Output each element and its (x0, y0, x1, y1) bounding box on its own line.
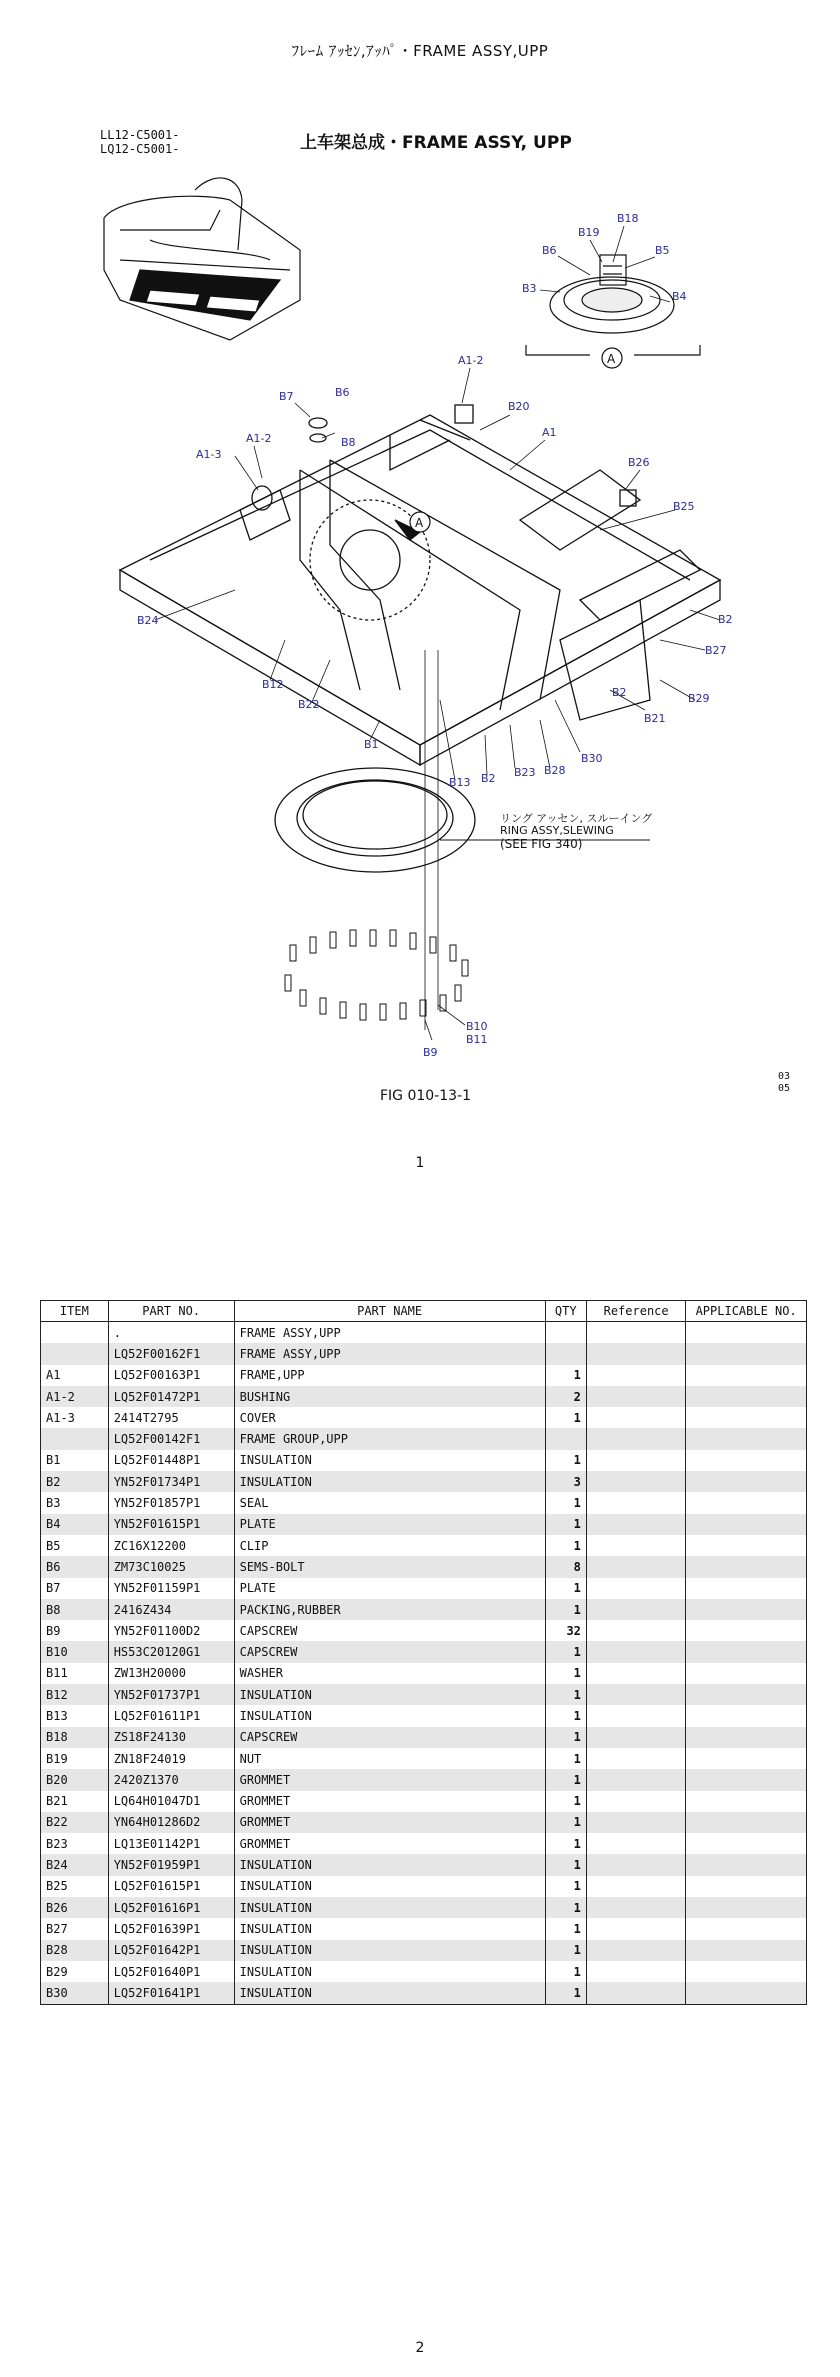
callout-b23: B23 (514, 766, 536, 779)
cell-part-no: LQ52F01640P1 (108, 1961, 234, 1982)
cell-part-no: LQ52F00163P1 (108, 1365, 234, 1386)
cell-qty (545, 1428, 586, 1449)
cell-applicable (686, 1663, 807, 1684)
cell-qty: 1 (545, 1514, 586, 1535)
callout-b13: B13 (449, 776, 471, 789)
table-row (41, 1812, 807, 1833)
cell-reference (586, 1535, 685, 1556)
cell-item: B26 (41, 1897, 109, 1918)
table-row (41, 1769, 807, 1790)
cell-part-name: INSULATION (234, 1705, 545, 1726)
cell-part-name: BUSHING (234, 1386, 545, 1407)
table-row (41, 1471, 807, 1492)
cell-qty: 1 (545, 1854, 586, 1875)
callout-b26: B26 (628, 456, 650, 469)
cell-part-no: 2414T2795 (108, 1407, 234, 1428)
ring-note-jp: リング アッセン, スルーイング (500, 812, 653, 825)
cell-qty: 2 (545, 1386, 586, 1407)
cell-part-no: LQ52F01642P1 (108, 1940, 234, 1961)
cell-reference (586, 1428, 685, 1449)
callout-b18: B18 (617, 212, 639, 225)
callout-b6: B6 (542, 244, 557, 257)
callout-b20: B20 (508, 400, 530, 413)
cell-item: B7 (41, 1578, 109, 1599)
cell-reference (586, 1769, 685, 1790)
cell-applicable (686, 1641, 807, 1662)
cell-reference (586, 1471, 685, 1492)
page-number-1: 1 (415, 1155, 425, 1171)
cell-reference (586, 1982, 685, 2004)
callout-b6-main: B6 (335, 386, 350, 399)
cell-reference (586, 1343, 685, 1364)
cell-applicable (686, 1599, 807, 1620)
cell-qty: 1 (545, 1578, 586, 1599)
table-row (41, 1407, 807, 1428)
cell-qty: 1 (545, 1876, 586, 1897)
table-row (41, 1663, 807, 1684)
cell-applicable (686, 1812, 807, 1833)
cell-applicable (686, 1982, 807, 2004)
cell-part-name: WASHER (234, 1663, 545, 1684)
cell-applicable (686, 1918, 807, 1939)
cell-item (41, 1428, 109, 1449)
table-row (41, 1535, 807, 1556)
col-part-no: PART NO. (108, 1301, 234, 1322)
cell-reference (586, 1663, 685, 1684)
cell-item: B12 (41, 1684, 109, 1705)
cell-applicable (686, 1428, 807, 1449)
cell-part-name: PLATE (234, 1514, 545, 1535)
view-letter-a: A (607, 352, 616, 366)
col-applicable: APPLICABLE NO. (686, 1301, 807, 1322)
cell-qty: 1 (545, 1833, 586, 1854)
cell-part-no: ZN18F24019 (108, 1748, 234, 1769)
cell-qty: 1 (545, 1684, 586, 1705)
cell-reference (586, 1514, 685, 1535)
cell-qty: 3 (545, 1471, 586, 1492)
table-row (41, 1940, 807, 1961)
cell-reference (586, 1876, 685, 1897)
table-row (41, 1897, 807, 1918)
cell-item (41, 1322, 109, 1344)
table-row (41, 1876, 807, 1897)
cell-reference (586, 1684, 685, 1705)
cell-applicable (686, 1514, 807, 1535)
cell-item: B18 (41, 1727, 109, 1748)
cell-part-no: LQ52F01472P1 (108, 1386, 234, 1407)
cell-part-no: LQ52F01615P1 (108, 1876, 234, 1897)
cell-applicable (686, 1791, 807, 1812)
cell-part-no: ZM73C10025 (108, 1556, 234, 1577)
cell-part-no: LQ64H01047D1 (108, 1791, 234, 1812)
callout-a1-3: A1-3 (196, 448, 222, 461)
cell-item: B30 (41, 1982, 109, 2004)
cell-item: B25 (41, 1876, 109, 1897)
cell-item: B27 (41, 1918, 109, 1939)
cell-applicable (686, 1897, 807, 1918)
cell-part-name: INSULATION (234, 1684, 545, 1705)
exploded-diagram (0, 150, 840, 1080)
table-row (41, 1854, 807, 1875)
cell-applicable (686, 1386, 807, 1407)
cell-qty: 1 (545, 1641, 586, 1662)
cell-qty: 1 (545, 1748, 586, 1769)
cell-part-no: 2420Z1370 (108, 1769, 234, 1790)
cell-reference (586, 1620, 685, 1641)
cell-applicable (686, 1578, 807, 1599)
cell-reference (586, 1322, 685, 1344)
cell-part-no: 2416Z434 (108, 1599, 234, 1620)
cell-part-name: FRAME GROUP,UPP (234, 1428, 545, 1449)
cell-part-no: YN64H01286D2 (108, 1812, 234, 1833)
cell-part-name: INSULATION (234, 1897, 545, 1918)
cell-applicable (686, 1322, 807, 1344)
table-row (41, 1641, 807, 1662)
cell-applicable (686, 1556, 807, 1577)
cell-qty: 1 (545, 1961, 586, 1982)
cell-item: B22 (41, 1812, 109, 1833)
cell-part-no: LQ52F01616P1 (108, 1897, 234, 1918)
table-row (41, 1365, 807, 1386)
table-row (41, 1620, 807, 1641)
cell-qty: 1 (545, 1450, 586, 1471)
cell-part-no: YN52F01159P1 (108, 1578, 234, 1599)
cell-item: B4 (41, 1514, 109, 1535)
cell-item: B9 (41, 1620, 109, 1641)
cell-part-name: GROMMET (234, 1769, 545, 1790)
slewing-ring (275, 768, 475, 872)
cell-qty: 1 (545, 1897, 586, 1918)
callout-a1-2-left: A1-2 (246, 432, 272, 445)
col-qty: QTY (545, 1301, 586, 1322)
cell-item: B28 (41, 1940, 109, 1961)
cell-part-no: LQ52F00162F1 (108, 1343, 234, 1364)
cell-part-name: PLATE (234, 1578, 545, 1599)
table-row (41, 1492, 807, 1513)
callout-a1: A1 (542, 426, 557, 439)
cell-reference (586, 1705, 685, 1726)
cell-qty: 1 (545, 1791, 586, 1812)
callout-b24: B24 (137, 614, 159, 627)
diagram-title: 上车架总成・FRAME ASSY, UPP (300, 133, 572, 153)
cell-part-name: COVER (234, 1407, 545, 1428)
callout-b5: B5 (655, 244, 670, 257)
cell-part-no: HS53C20120G1 (108, 1641, 234, 1662)
cell-part-name: FRAME,UPP (234, 1365, 545, 1386)
table-row (41, 1791, 807, 1812)
parts-table (40, 1300, 807, 2005)
figure-code-1: 03 (778, 1071, 791, 1082)
cell-reference (586, 1578, 685, 1599)
cell-applicable (686, 1940, 807, 1961)
callout-b1: B1 (364, 738, 379, 751)
machine-locator-thumbnail (104, 178, 300, 340)
cell-part-no: . (108, 1322, 234, 1344)
cell-item: B1 (41, 1450, 109, 1471)
cell-applicable (686, 1535, 807, 1556)
cell-qty: 1 (545, 1705, 586, 1726)
cell-item (41, 1343, 109, 1364)
ring-note-en: RING ASSY,SLEWING (500, 824, 614, 837)
cell-part-no: YN52F01734P1 (108, 1471, 234, 1492)
cell-item: A1-2 (41, 1386, 109, 1407)
cell-applicable (686, 1748, 807, 1769)
cell-reference (586, 1961, 685, 1982)
cell-reference (586, 1599, 685, 1620)
cell-part-name: CLIP (234, 1535, 545, 1556)
callout-b4: B4 (672, 290, 687, 303)
cell-reference (586, 1833, 685, 1854)
callout-b19: B19 (578, 226, 600, 239)
table-row (41, 1450, 807, 1471)
table-row (41, 1833, 807, 1854)
cell-reference (586, 1386, 685, 1407)
cell-part-name: SEMS-BOLT (234, 1556, 545, 1577)
cell-part-name: PACKING,RUBBER (234, 1599, 545, 1620)
cell-item: B21 (41, 1791, 109, 1812)
cell-part-name: GROMMET (234, 1791, 545, 1812)
cell-part-no: YN52F01857P1 (108, 1492, 234, 1513)
cell-item: B23 (41, 1833, 109, 1854)
cell-applicable (686, 1705, 807, 1726)
cell-reference (586, 1727, 685, 1748)
cell-item: B5 (41, 1535, 109, 1556)
cell-qty: 1 (545, 1940, 586, 1961)
cell-qty: 32 (545, 1620, 586, 1641)
cell-reference (586, 1492, 685, 1513)
col-item: ITEM (41, 1301, 109, 1322)
cell-part-name: INSULATION (234, 1854, 545, 1875)
cell-part-name: GROMMET (234, 1833, 545, 1854)
cell-applicable (686, 1343, 807, 1364)
cell-part-name: INSULATION (234, 1982, 545, 2004)
cell-reference (586, 1641, 685, 1662)
cell-qty: 1 (545, 1535, 586, 1556)
cell-part-no: LQ13E01142P1 (108, 1833, 234, 1854)
callout-b27: B27 (705, 644, 727, 657)
cell-applicable (686, 1684, 807, 1705)
table-header-row (41, 1301, 807, 1322)
callout-b25: B25 (673, 500, 695, 513)
table-row (41, 1556, 807, 1577)
table-row (41, 1599, 807, 1620)
cell-applicable (686, 1961, 807, 1982)
cell-part-name: INSULATION (234, 1471, 545, 1492)
cell-reference (586, 1940, 685, 1961)
cell-part-no: LQ52F01611P1 (108, 1705, 234, 1726)
table-row (41, 1428, 807, 1449)
table-row (41, 1705, 807, 1726)
cell-part-name: SEAL (234, 1492, 545, 1513)
cell-part-no: YN52F01615P1 (108, 1514, 234, 1535)
cell-part-no: YN52F01100D2 (108, 1620, 234, 1641)
cell-part-name: FRAME ASSY,UPP (234, 1322, 545, 1344)
table-row (41, 1961, 807, 1982)
cell-item: B6 (41, 1556, 109, 1577)
cell-part-no: LQ52F01639P1 (108, 1918, 234, 1939)
table-row (41, 1386, 807, 1407)
page-header-title: ﾌﾚｰﾑ ｱｯｾﾝ,ｱｯﾊﾟ・FRAME ASSY,UPP (291, 42, 549, 60)
cell-item: B3 (41, 1492, 109, 1513)
cell-reference (586, 1365, 685, 1386)
cell-applicable (686, 1876, 807, 1897)
cell-qty: 1 (545, 1727, 586, 1748)
cell-reference (586, 1748, 685, 1769)
cell-qty: 1 (545, 1365, 586, 1386)
cell-reference (586, 1918, 685, 1939)
cell-applicable (686, 1407, 807, 1428)
callout-b29: B29 (688, 692, 710, 705)
cell-reference (586, 1407, 685, 1428)
callout-b9: B9 (423, 1046, 438, 1059)
callout-b2-mid: B2 (612, 686, 627, 699)
cell-applicable (686, 1492, 807, 1513)
callout-b2-right: B2 (718, 613, 733, 626)
table-row (41, 1982, 807, 2004)
cell-part-name: NUT (234, 1748, 545, 1769)
cell-qty: 1 (545, 1492, 586, 1513)
cell-part-no: ZS18F24130 (108, 1727, 234, 1748)
cell-part-name: INSULATION (234, 1918, 545, 1939)
cell-reference (586, 1791, 685, 1812)
cell-item: B10 (41, 1641, 109, 1662)
col-reference: Reference (586, 1301, 685, 1322)
cell-applicable (686, 1833, 807, 1854)
cell-item: B20 (41, 1769, 109, 1790)
cell-item: A1 (41, 1365, 109, 1386)
cell-part-name: FRAME ASSY,UPP (234, 1343, 545, 1364)
cell-item: A1-3 (41, 1407, 109, 1428)
cell-part-name: GROMMET (234, 1812, 545, 1833)
model-code-2: LQ12-C5001- (100, 142, 180, 156)
cell-qty (545, 1322, 586, 1344)
callout-b11: B11 (466, 1033, 488, 1046)
cell-qty: 1 (545, 1918, 586, 1939)
cell-applicable (686, 1620, 807, 1641)
cell-part-no: ZW13H20000 (108, 1663, 234, 1684)
table-row (41, 1684, 807, 1705)
cell-part-name: INSULATION (234, 1450, 545, 1471)
cell-qty: 1 (545, 1663, 586, 1684)
cell-reference (586, 1812, 685, 1833)
cell-part-no: ZC16X12200 (108, 1535, 234, 1556)
callout-b12: B12 (262, 678, 284, 691)
table-row (41, 1514, 807, 1535)
ring-note-ref: (SEE FIG 340) (500, 837, 583, 851)
cell-part-no: YN52F01737P1 (108, 1684, 234, 1705)
cell-part-name: INSULATION (234, 1876, 545, 1897)
cell-qty (545, 1343, 586, 1364)
cell-qty: 1 (545, 1812, 586, 1833)
table-row (41, 1578, 807, 1599)
cell-part-no: LQ52F01641P1 (108, 1982, 234, 2004)
cell-part-name: INSULATION (234, 1961, 545, 1982)
cell-item: B24 (41, 1854, 109, 1875)
callout-b8: B8 (341, 436, 356, 449)
callout-b30: B30 (581, 752, 603, 765)
callout-b2-low: B2 (481, 772, 496, 785)
table-row (41, 1322, 807, 1344)
cell-item: B8 (41, 1599, 109, 1620)
cell-applicable (686, 1365, 807, 1386)
cell-applicable (686, 1854, 807, 1875)
cell-qty: 1 (545, 1599, 586, 1620)
callout-b21: B21 (644, 712, 666, 725)
table-row (41, 1343, 807, 1364)
page-number-2: 2 (415, 2340, 425, 2356)
cell-part-no: LQ52F00142F1 (108, 1428, 234, 1449)
callout-b10: B10 (466, 1020, 488, 1033)
cell-part-name: INSULATION (234, 1940, 545, 1961)
figure-code-2: 05 (778, 1083, 791, 1094)
cell-applicable (686, 1769, 807, 1790)
callout-b28: B28 (544, 764, 566, 777)
cell-reference (586, 1556, 685, 1577)
cell-qty: 1 (545, 1407, 586, 1428)
cell-item: B29 (41, 1961, 109, 1982)
cell-part-name: CAPSCREW (234, 1727, 545, 1748)
callout-a1-2-top: A1-2 (458, 354, 484, 367)
figure-label: FIG 010-13-1 (380, 1088, 472, 1104)
cell-item: B13 (41, 1705, 109, 1726)
callout-b22: B22 (298, 698, 320, 711)
table-row (41, 1748, 807, 1769)
cell-item: B2 (41, 1471, 109, 1492)
table-row (41, 1727, 807, 1748)
cell-reference (586, 1897, 685, 1918)
cell-part-no: YN52F01959P1 (108, 1854, 234, 1875)
cell-qty: 8 (545, 1556, 586, 1577)
cell-applicable (686, 1727, 807, 1748)
callout-b7: B7 (279, 390, 294, 403)
table-row (41, 1918, 807, 1939)
view-a-marker-letter: A (415, 516, 424, 530)
cell-qty: 1 (545, 1769, 586, 1790)
cell-item: B11 (41, 1663, 109, 1684)
cell-part-name: CAPSCREW (234, 1641, 545, 1662)
cell-reference (586, 1450, 685, 1471)
cell-qty: 1 (545, 1982, 586, 2004)
model-code-1: LL12-C5001- (100, 128, 180, 142)
cell-item: B19 (41, 1748, 109, 1769)
col-part-name: PART NAME (234, 1301, 545, 1322)
callout-b3: B3 (522, 282, 537, 295)
cell-applicable (686, 1450, 807, 1471)
parts-table-body (41, 1322, 807, 2005)
cell-applicable (686, 1471, 807, 1492)
cell-reference (586, 1854, 685, 1875)
cell-part-name: CAPSCREW (234, 1620, 545, 1641)
cell-part-no: LQ52F01448P1 (108, 1450, 234, 1471)
